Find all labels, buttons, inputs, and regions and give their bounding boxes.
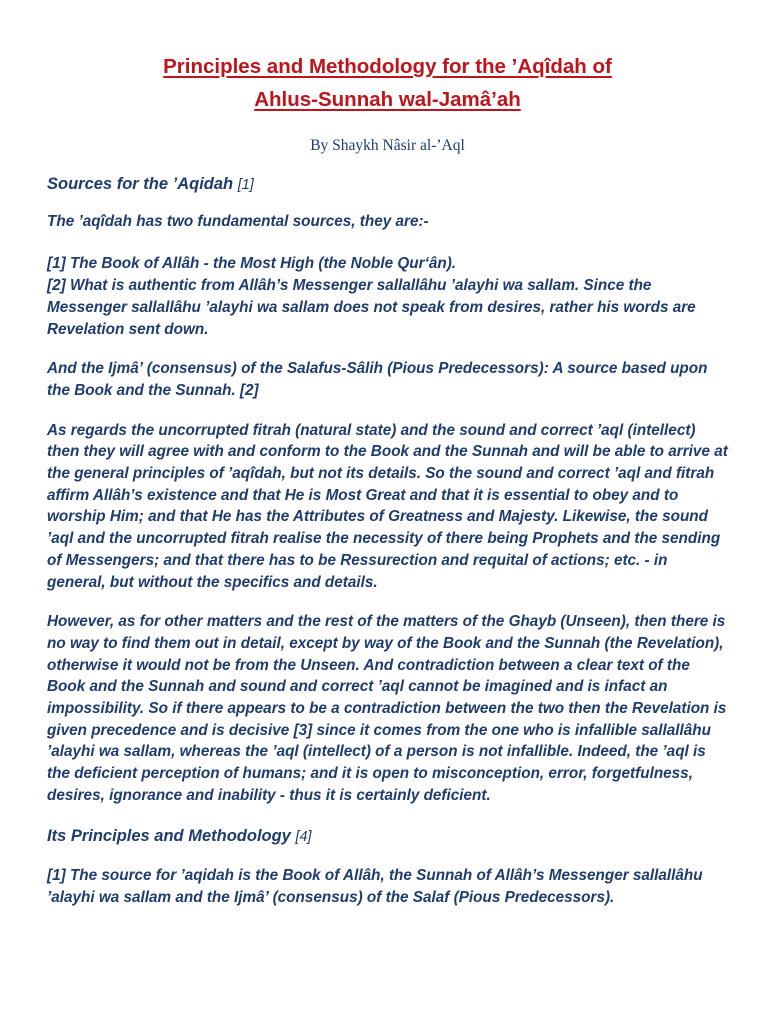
author-byline: By Shaykh Nâsir al-’Aql: [310, 137, 465, 154]
source-item-1: [1] The Book of Allâh - the Most High (the Noble Qur‘ân).: [47, 255, 457, 273]
footnote-ref: [1]: [237, 177, 254, 193]
source-item-2: [2] What is authentic from Allâh’s Messenger sallallâhu ’alayhi wa sallam. Since the Messenger sallallâhu ’alayhi wa sallam does not speak from desires, rather his words are Revelation sent down.: [47, 277, 696, 338]
paragraph-ghayb: However, as for other matters and the rest of the matters of the Ghayb (Unseen), then there is no way to find them out in detail, except by way of the Book and the Sunnah (the Revelation), otherwise it would not be from the Unseen. And contradiction between a clear text of the Book and the Sunnah and sound and correct ’aql cannot be imagined and is infact an impossibility. So if there appears to be a contradiction between the two then the Revelation is given precedence and is decisive [3] since it comes from the one who is infallible sallallâhu ’alayhi wa sallam, whereas the ’aql (intellect) of a person is not infallible. Indeed, the ’aql is the deficient perception of humans; and it is open to misconception, error, forgetfulness, desires, ignorance and inability - thus it is certainly deficient.: [47, 613, 727, 804]
section-heading-text: Its Principles and Methodology: [47, 826, 291, 845]
section-heading-text: Sources for the ’Aqidah: [47, 175, 234, 193]
section-heading-principles: [47, 826, 728, 849]
title-line-1: Principles and Methodology for the ’Aqîdah of: [163, 55, 612, 78]
document-body: [47, 174, 728, 909]
title-line-2: Ahlus-Sunnah wal-Jamâ’ah: [254, 88, 521, 111]
paragraph-intro: The ’aqîdah has two fundamental sources, they are:-: [47, 212, 429, 230]
paragraph-ijma: And the Ijmâ’ (consensus) of the Salafus-Sâlih (Pious Predecessors): A source based upon the Book and the Sunnah. [2]: [47, 360, 708, 399]
footnote-ref: [4]: [295, 828, 312, 845]
sources-list: [47, 253, 728, 340]
paragraph-fitrah: As regards the uncorrupted fitrah (natural state) and the sound and correct ’aql (intellect) then they will agree with and conform to the Book and the Sunnah and will be able to arrive at the general principles of ’aqîdah, but not its details. So the sound and correct ’aql and fitrah affirm Allâh’s existence and that He is Most Great and that it is essential to obey and to worship Him; and that He has the Attributes of Greatness and Majesty. Likewise, the sound ’aql and the uncorrupted fitrah realise the necessity of there being Prophets and the sending of Messengers; and that there has to be Ressurection and requital of actions; etc. - in general, but without the specifics and details.: [47, 421, 728, 591]
document-title: [47, 50, 728, 116]
principle-item-1: [1] The source for ’aqidah is the Book of Allâh, the Sunnah of Allâh’s Messenger sallallâhu ’alayhi wa sallam and the Ijmâ’ (consensus) of the Salaf (Pious Predecessors).: [47, 867, 703, 906]
section-heading-sources: [47, 174, 728, 197]
